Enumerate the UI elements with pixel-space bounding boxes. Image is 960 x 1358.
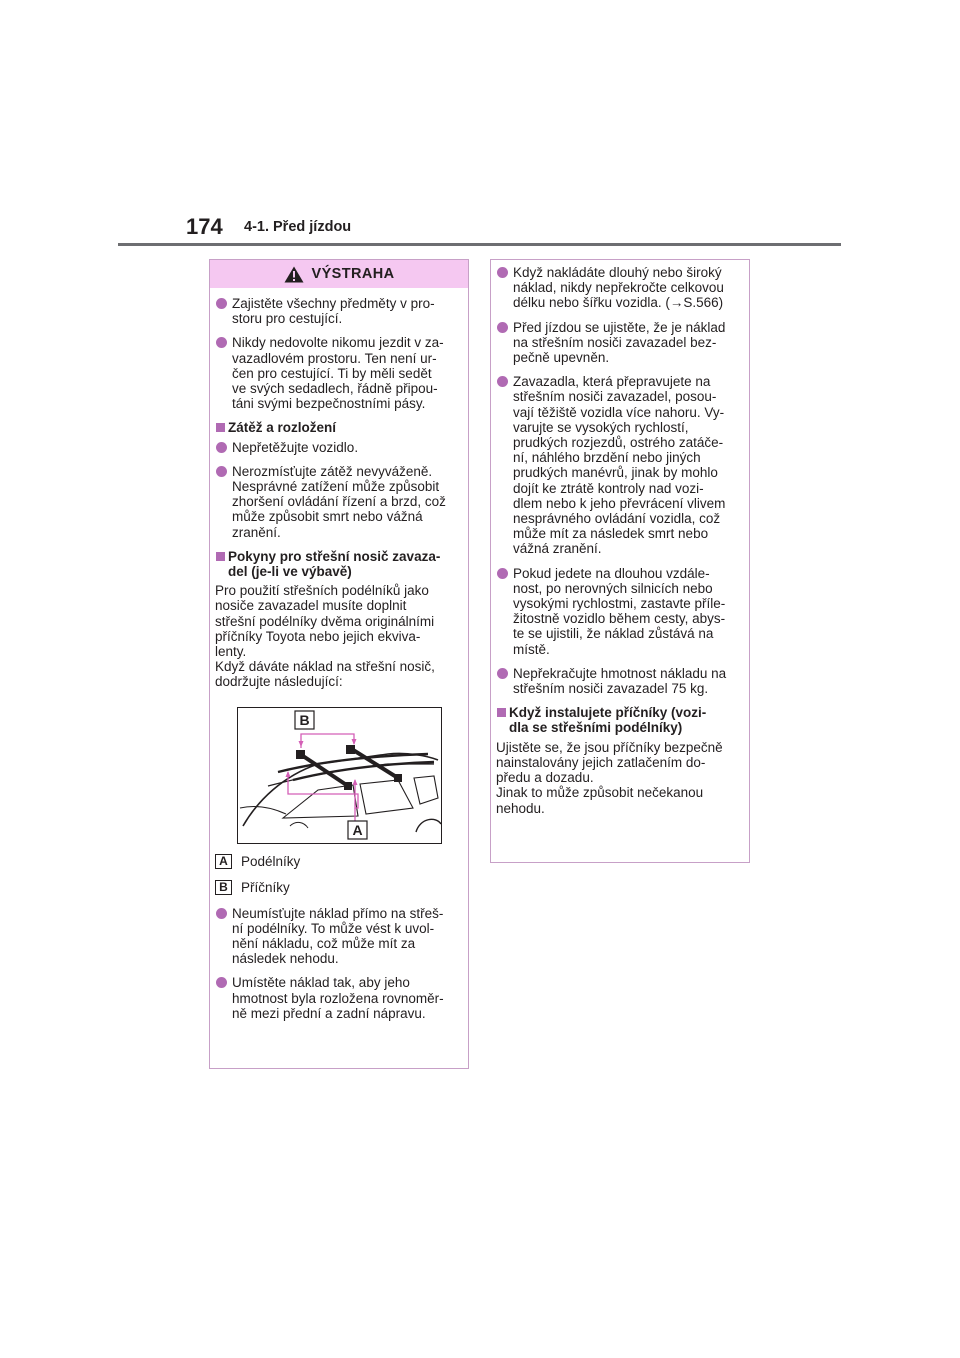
list-item (215, 464, 463, 540)
list-item (496, 374, 744, 556)
list-item (215, 296, 463, 326)
list-item (496, 566, 744, 657)
bullet-icon (216, 298, 227, 309)
page-number: 174 (186, 214, 223, 239)
roof-rack-paragraph: Pro použití střešních podélníků jako nosiče zavazadel musíte doplnit střešní podélníky dvěma originálními příčníky Toyota nebo jejich ekviva- lenty. Když dáváte náklad na střešní nosič, dodržujte následující: (215, 583, 435, 690)
warning-title: VÝSTRAHA (311, 266, 395, 282)
warning-header (210, 260, 468, 288)
bullet-text: Když nakládáte dlouhý nebo široký náklad, nikdy nepřekročte celkovou délku nebo šířku vozidla. (→S.566) (513, 265, 724, 311)
bullet-text: Nepřetěžujte vozidlo. (232, 439, 359, 455)
bullet-text: Nepřekračujte hmotnost nákladu na střešním nosiči zavazadel 75 kg. (513, 665, 727, 697)
legend-letter-a: A (215, 854, 232, 869)
bullet-text: Umístěte náklad tak, aby jeho hmotnost byla rozložena rovnoměr- ně mezi přední a zadní nápravu. (232, 975, 444, 1021)
list-item (215, 975, 463, 1021)
list-item (496, 265, 744, 311)
legend-text: Podélníky (241, 853, 301, 869)
bullet-icon (497, 267, 508, 278)
header-divider (118, 243, 841, 246)
square-bullet-icon (216, 552, 225, 561)
bullet-icon (497, 376, 508, 387)
bullet-icon (216, 977, 227, 988)
warning-continuation-content (496, 265, 744, 825)
legend-item-a (215, 854, 463, 870)
callout-label-b: B (299, 711, 310, 728)
square-bullet-icon (216, 423, 225, 432)
legend-letter-b: B (215, 880, 232, 895)
warning-content (215, 296, 463, 1030)
bullet-text: Zajistěte všechny předměty v pro- storu pro cestující. (232, 296, 435, 327)
bullet-icon (216, 337, 227, 348)
bullet-text: Neumísťujte náklad přímo na střeš- ní podélníky. To může vést k uvol- nění nákladu, což může mít za následek nehodu. (232, 905, 444, 967)
warning-triangle-icon (284, 266, 304, 283)
crossbar-paragraph: Ujistěte se, že jsou příčníky bezpečně nainstalovány jejich zatlačením do- předu a dozadu. Jinak to může způsobit nečekanou nehodu. (496, 739, 723, 816)
list-item (215, 440, 463, 455)
bullet-icon (497, 668, 508, 679)
callout-label-a: A (352, 821, 363, 838)
bullet-text: Nikdy nedovolte nikomu jezdit v za- vazadlovém prostoru. Ten není ur- čen pro cestující. Ti by měli sedět ve svých sedadlech, řádně připou- táni svými bezpečnostními pásy. (232, 335, 444, 412)
list-item (215, 335, 463, 411)
roof-rack-illustration (237, 707, 442, 844)
list-item (496, 666, 744, 696)
bullet-icon (216, 908, 227, 919)
bullet-icon (497, 568, 508, 579)
subheading-roof-rack: Pokyny pro střešní nosič zavaza- del (je-li ve výbavě) (215, 549, 463, 579)
bullet-icon (497, 322, 508, 333)
warning-box (209, 259, 469, 1069)
square-bullet-icon (497, 708, 506, 717)
warning-continuation-box (490, 259, 750, 863)
bullet-text: Zavazadla, která přepravujete na střešním nosiči zavazadel, posou- vají těžiště vozidla více nahoru. Vy- varujte se vysokých rychlostí, prudkých rozjezdů, ostrého zatáče- ní, náhlého brzdění nebo jiných prudkých manévrů, jinak by mohlo dojít ke ztrátě kontroly nad vozi- dlem nebo k jeho převrácení vlivem nesprávného ovládání vozidla, což může mít za následek smrt nebo vážná zranění. (513, 374, 726, 557)
subheading-load: Zátěž a rozložení (215, 420, 463, 435)
car-roof-rack-drawing (238, 708, 441, 843)
bullet-text: Pokud jedete na dlouhou vzdále- nost, po nerovných silnicích nebo vysokými rychlostmi, zastavte příle- žitostně vozidlo během cesty, abys- te se ujistili, že náklad zůstává na místě. (513, 565, 726, 657)
list-item (496, 320, 744, 366)
legend-text: Příčníky (241, 879, 290, 895)
subheading-crossbars: Když instalujete příčníky (vozi- dla se střešními podélníky) (496, 705, 744, 735)
bullet-icon (216, 466, 227, 477)
bullet-text: Nerozmísťujte zátěž nevyváženě. Nesprávné zatížení může způsobit zhoršení ovládání řízení a brzd, což může způsobit smrt nebo vážná zranění. (232, 463, 446, 540)
list-item (215, 906, 463, 967)
bullet-icon (216, 442, 227, 453)
legend-item-b (215, 880, 463, 896)
bullet-text: Před jízdou se ujistěte, že je náklad na střešním nosiči zavazadel bez- pečně upevněn. (513, 319, 726, 366)
section-title: 4-1. Před jízdou (244, 219, 352, 235)
